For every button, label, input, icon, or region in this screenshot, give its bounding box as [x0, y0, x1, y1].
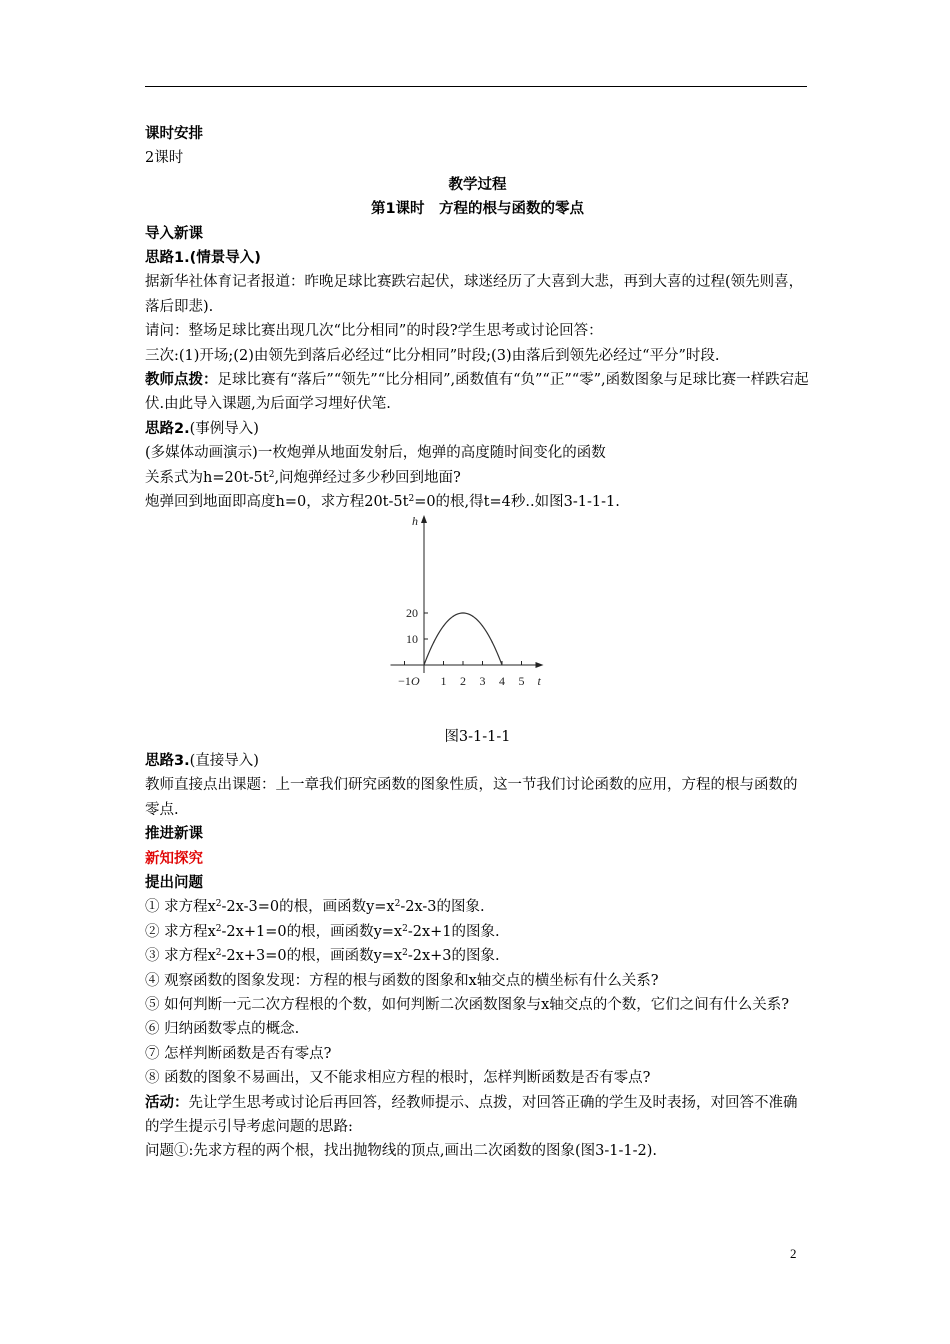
header-rule: [145, 86, 807, 87]
teacher-tip-text: 足球比赛有“落后”“领先”“比分相同”,函数值有“负”“正”“零”,函数图象与足球比赛一样跌宕起伏.由此导入课题,为后面学习埋好伏笔.: [145, 372, 809, 413]
x-axis-label: t: [537, 673, 541, 688]
activity-label: 活动：: [145, 1094, 189, 1111]
x-tick-label: −1: [398, 673, 411, 688]
idea3-tag: (直接导入): [189, 752, 259, 769]
idea2-heading: [145, 417, 810, 441]
idea3-paragraph-1: 教师直接点出课题：上一章我们研究函数的图象性质，这一节我们讨论函数的应用，方程的根与函数的零点.: [145, 777, 798, 818]
advance-heading: 推进新课: [145, 826, 203, 843]
data-point: [433, 641, 434, 642]
data-point: [423, 664, 424, 665]
teacher-tip: [145, 368, 810, 417]
projectile-height-chart: [390, 515, 565, 725]
questions-heading: 提出问题: [145, 874, 203, 891]
figure-3-1-1-1: [145, 515, 810, 725]
question-6: ⑥ 归纳函数零点的概念.: [145, 1021, 300, 1038]
intro-heading: 导入新课: [145, 225, 203, 242]
idea3-heading: [145, 749, 810, 773]
y-axis-arrow: [421, 515, 427, 523]
idea1-tag: (情景导入): [189, 250, 261, 267]
idea2-label: 思路2.: [145, 420, 190, 437]
lesson-title: 第1课时 方程的根与函数的零点: [370, 201, 585, 218]
question-1: ① 求方程$x^2-2x-3=0$的根，画函数$y=x^2-2x-3$的图象.: [145, 899, 485, 916]
data-point: [482, 625, 483, 626]
page-number: 2: [790, 1246, 797, 1261]
data-point: [501, 664, 502, 665]
document-body: [145, 122, 810, 1164]
idea2-tag: (事例导入): [189, 420, 259, 437]
arrangement-value: 2课时: [145, 150, 184, 167]
x-tick-label: 1: [440, 673, 447, 688]
x-tick-label: 5: [518, 673, 525, 688]
y-tick-label: 20: [406, 605, 418, 620]
x-axis-arrow: [536, 662, 544, 668]
y-axis-label: h: [412, 514, 418, 528]
question-5: ⑤ 如何判断一元二次方程根的个数，如何判断二次函数图象与x轴交点的个数，它们之间有什么关系?: [145, 996, 790, 1013]
problem-1: 问题①:先求方程的两个根，找出抛物线的顶点,画出二次函数的图象(图3-1-1-2).: [145, 1143, 658, 1160]
idea2-paragraph-3: 炮弹回到地面即高度h=0，求方程$20t-5t^2=0$的根,得t=4秒..如图3-1-1-1.: [145, 494, 620, 511]
data-point: [462, 612, 463, 613]
question-8: ⑧ 函数的图象不易画出，又不能求相应方程的根时，怎样判断函数是否有零点?: [145, 1070, 651, 1087]
idea2-paragraph-1: (多媒体动画演示)一枚炮弹从地面发射后，炮弹的高度随时间变化的函数: [145, 445, 606, 462]
teacher-tip-label: 教师点拨：: [145, 372, 218, 389]
activity: [145, 1091, 810, 1140]
x-tick-label: 2: [460, 673, 466, 688]
idea1-paragraph-2: 请问：整场足球比赛出现几次“比分相同”的时段?学生思考或讨论回答：: [145, 323, 603, 340]
activity-text: 先让学生思考或讨论后再回答，经教师提示、点拨，对回答正确的学生及时表扬，对回答不准确的学生提示引导考虑问题的思路:: [145, 1094, 798, 1135]
question-3: ③ 求方程$x^2-2x+3=0$的根，画函数$y=x^2-2x+3$的图象.: [145, 948, 500, 965]
y-tick-label: 10: [406, 631, 418, 646]
data-point: [472, 615, 473, 616]
idea1-label: 思路1.: [145, 250, 190, 267]
x-tick-label: 3: [479, 673, 486, 688]
idea1-paragraph-3: 三次:(1)开场;(2)由领先到落后必经过“比分相同”时段;(3)由落后到领先必经过“平分”时段.: [145, 347, 720, 364]
idea3-label: 思路3.: [145, 752, 190, 769]
new-knowledge-heading: 新知探究: [145, 850, 203, 867]
process-title: 教学过程: [448, 176, 507, 193]
idea2-paragraph-2: 关系式为$h=20t-5t^2$,问炮弹经过多少秒回到地面?: [145, 469, 461, 486]
x-tick-label: 4: [499, 673, 505, 688]
data-point: [443, 625, 444, 626]
data-point: [453, 615, 454, 616]
series-line-h: [424, 613, 502, 665]
figure-caption: 图3-1-1-1: [444, 728, 511, 745]
origin-label: O: [411, 673, 420, 688]
data-point: [492, 641, 493, 642]
question-2: ② 求方程$x^2-2x+1=0$的根，画函数$y=x^2-2x+1$的图象.: [145, 923, 500, 940]
arrangement-label: 课时安排: [145, 126, 203, 142]
idea1-heading: [145, 246, 810, 270]
idea1-paragraph-1: 据新华社体育记者报道：昨晚足球比赛跌宕起伏，球迷经历了大喜到大悲，再到大喜的过程(领先则喜，落后即悲).: [145, 274, 804, 315]
question-7: ⑦ 怎样判断函数是否有零点?: [145, 1045, 332, 1062]
question-4: ④ 观察函数的图象发现：方程的根与函数的图象和x轴交点的横坐标有什么关系?: [145, 972, 659, 989]
